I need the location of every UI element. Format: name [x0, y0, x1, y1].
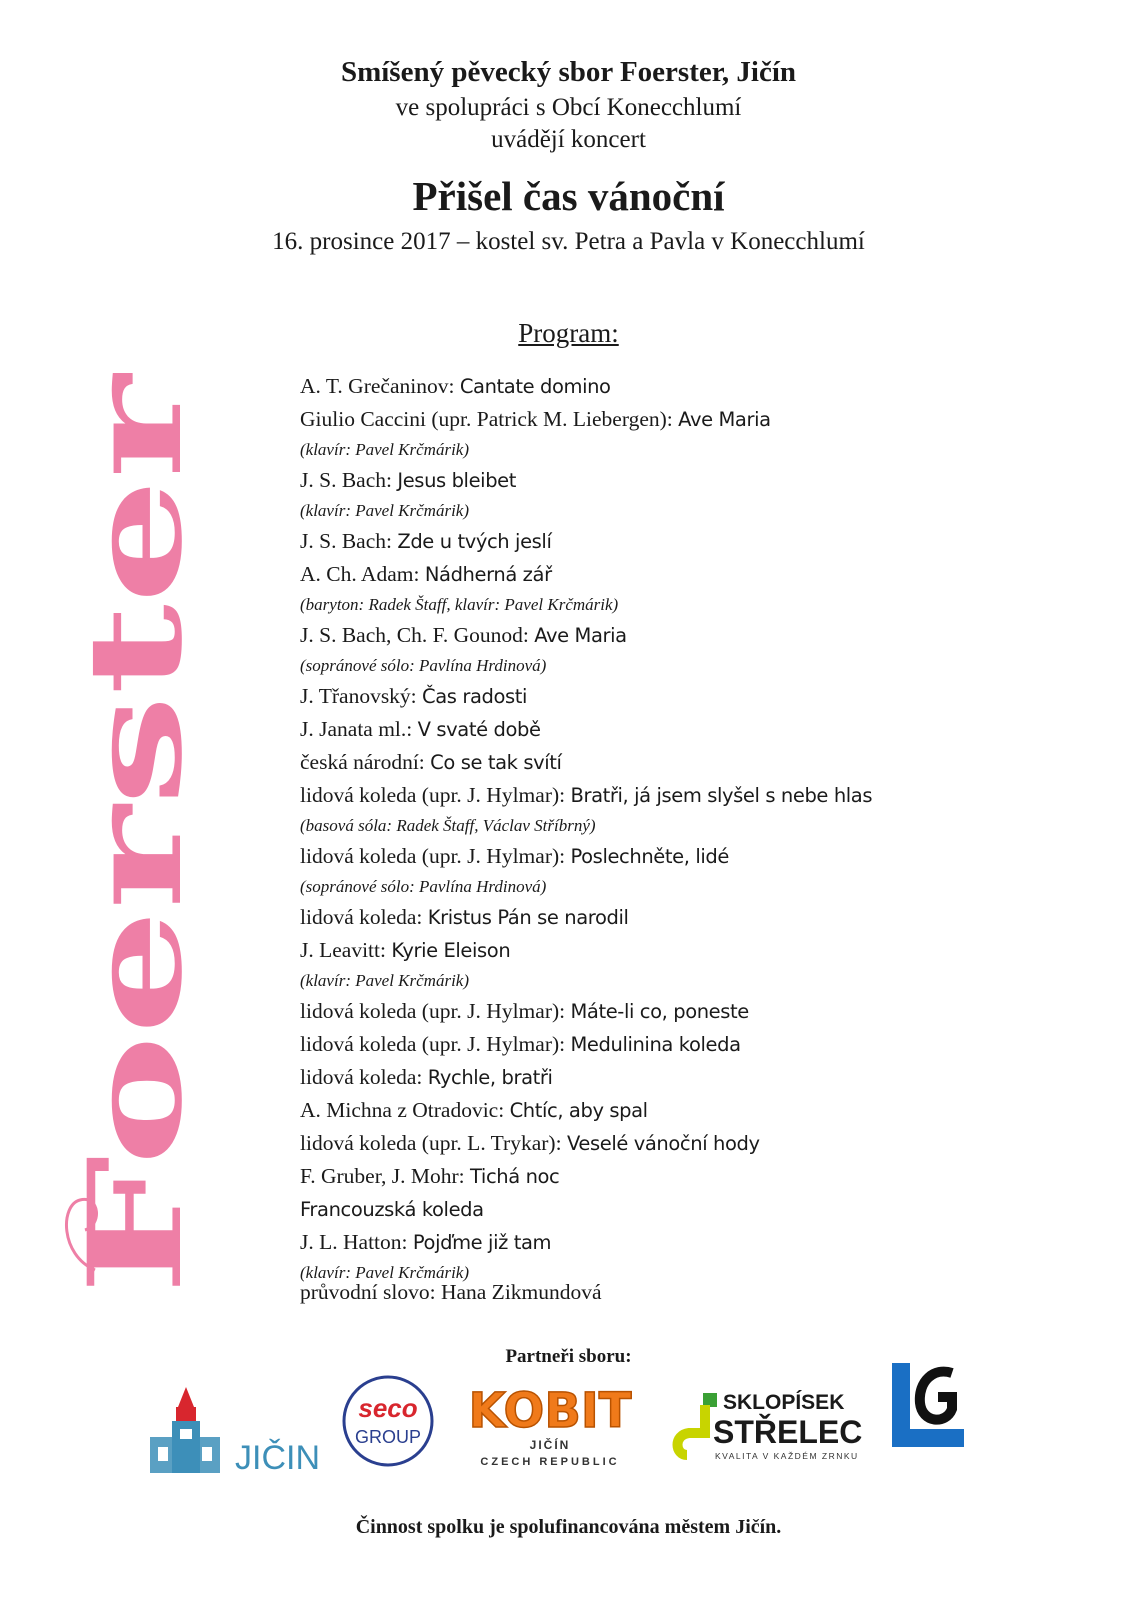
composer: lidová koleda (upr. J. Hylmar): [300, 999, 571, 1023]
foerster-logo [40, 365, 230, 1305]
lg-logo [888, 1359, 968, 1451]
performer-note: (sopránové sólo: Pavlína Hrdinová) [300, 877, 547, 896]
composer: lidová koleda: [300, 1065, 428, 1089]
tower-roof-icon [178, 1387, 194, 1407]
composer: lidová koleda (upr. J. Hylmar): [300, 844, 571, 868]
cooperation-line: ve spolupráci s Obcí Konecchlumí [395, 94, 742, 121]
organizer-line: Smíšený pěvecký sbor Foerster, Jičín [340, 56, 797, 88]
program-item [300, 1160, 1100, 1193]
performer-note: (klavír: Pavel Krčmárik) [300, 971, 469, 990]
piece-title: Ave Maria [678, 408, 771, 431]
piece-title: Co se tak svítí [430, 751, 562, 774]
program-item [300, 746, 1100, 779]
composer: A. Michna z Otradovic: [300, 1098, 510, 1122]
composer: J. S. Bach: [300, 529, 398, 553]
seco-group-logo [340, 1373, 436, 1469]
jicin-logo [150, 1385, 320, 1485]
piece-title: Tichá noc [470, 1165, 560, 1188]
piece-title: Máte-li co, poneste [570, 1000, 749, 1023]
program-item [300, 1028, 1100, 1061]
piece-title: Poslechněte, lidé [570, 845, 729, 868]
partner-logos [150, 1385, 1010, 1500]
program-item [300, 779, 1100, 812]
composer: J. S. Bach, Ch. F. Gounod: [300, 623, 535, 647]
narrator: průvodní slovo: Hana Zikmundová [300, 1280, 602, 1304]
presents-line: uvádějí koncert [491, 126, 646, 153]
composer: A. Ch. Adam: [300, 562, 425, 586]
program-item [300, 370, 1100, 403]
foerster-logo-text: Foerster [61, 696, 211, 1295]
program-item [300, 1061, 1100, 1094]
program-item [300, 525, 1100, 558]
program-item [300, 558, 1100, 591]
performer-note: (basová sóla: Radek Štaff, Václav Stříbrný) [300, 816, 596, 835]
piece-title: Kristus Pán se narodil [427, 906, 629, 929]
seco-logo-text: seco [358, 1393, 418, 1423]
program-list [300, 370, 1100, 1287]
date-place: 16. prosince 2017 – kostel sv. Petra a Pavla v Konecchlumí [272, 228, 865, 255]
piece-title: Cantate domino [459, 375, 611, 398]
piece-title: Chtíc, aby spal [509, 1099, 648, 1122]
funding-note: Činnost spolku je spolufinancována městem Jičín. [355, 1516, 782, 1538]
partners-heading: Partneři sboru: [505, 1346, 632, 1367]
piece-title: Medulinina koleda [570, 1033, 741, 1056]
program-item [300, 1127, 1100, 1160]
piece-title: Čas radosti [422, 685, 528, 708]
composer: lidová koleda (upr. J. Hylmar): [300, 1032, 571, 1056]
composer: Giulio Caccini (upr. Patrick M. Liebergen): [300, 407, 679, 431]
piece-title: Kyrie Eleison [391, 939, 511, 962]
piece-title: Ave Maria [534, 624, 627, 647]
composer: F. Gruber, J. Mohr: [300, 1164, 471, 1188]
program-item [300, 840, 1100, 873]
performer-note: (sopránové sólo: Pavlína Hrdinová) [300, 656, 547, 675]
seco-group-text: GROUP [354, 1427, 422, 1447]
performer-note: (klavír: Pavel Krčmárik) [300, 1263, 469, 1282]
kobit-country-text: CZECH REPUBLIC [480, 1456, 620, 1468]
piece-title: Rychle, bratři [427, 1066, 553, 1089]
program-item [300, 403, 1100, 436]
composer: J. Janata ml.: [300, 717, 418, 741]
jicin-logo-text: JIČIN [235, 1439, 320, 1477]
strelec-text: STŘELEC [713, 1414, 863, 1450]
kobit-logo [455, 1377, 645, 1477]
program-item [300, 1193, 1100, 1226]
sklopisek-tagline: KVALITA V KAŽDÉM ZRNKU [715, 1451, 859, 1461]
program-item [300, 901, 1100, 934]
sklopisek-strelec-logo [665, 1375, 865, 1475]
program-item [300, 995, 1100, 1028]
piece-title: Zde u tvých jeslí [397, 530, 552, 553]
sklopisek-text: SKLOPÍSEK [723, 1391, 845, 1414]
composer: lidová koleda (upr. J. Hylmar): [300, 783, 571, 807]
composer: J. S. Bach: [300, 468, 398, 492]
piece-title: Veselé vánoční hody [566, 1132, 760, 1155]
piece-title: V svaté době [417, 718, 541, 741]
piece-title: Francouzská koleda [300, 1198, 484, 1221]
composer: A. T. Grečaninov: [300, 374, 460, 398]
concert-title: Přišel čas vánoční [412, 173, 725, 219]
composer: J. Leavitt: [300, 938, 392, 962]
kobit-city-text: JIČÍN [529, 1438, 571, 1452]
program-item [300, 934, 1100, 967]
program-item [300, 1094, 1100, 1127]
piece-title: Pojďme již tam [412, 1231, 552, 1254]
composer: J. Třanovský: [300, 684, 423, 708]
program-item [300, 713, 1100, 746]
composer: lidová koleda: [300, 905, 428, 929]
performer-note: (klavír: Pavel Krčmárik) [300, 501, 469, 520]
composer: česká národní: [300, 750, 431, 774]
program-item [300, 680, 1100, 713]
composer: lidová koleda (upr. L. Trykar): [300, 1131, 567, 1155]
program-item [300, 619, 1100, 652]
piece-title: Jesus bleibet [397, 469, 517, 492]
piece-title: Bratři, já jsem slyšel s nebe hlas [570, 784, 873, 807]
kobit-logo-text: KOBIT [468, 1383, 632, 1439]
piece-title: Nádherná zář [424, 563, 552, 586]
performer-note: (baryton: Radek Štaff, klavír: Pavel Krčmárik) [300, 595, 619, 614]
program-heading: Program: [518, 318, 619, 348]
composer: J. L. Hatton: [300, 1230, 413, 1254]
program-item [300, 464, 1100, 497]
performer-note: (klavír: Pavel Krčmárik) [300, 440, 469, 459]
program-item [300, 1226, 1100, 1259]
